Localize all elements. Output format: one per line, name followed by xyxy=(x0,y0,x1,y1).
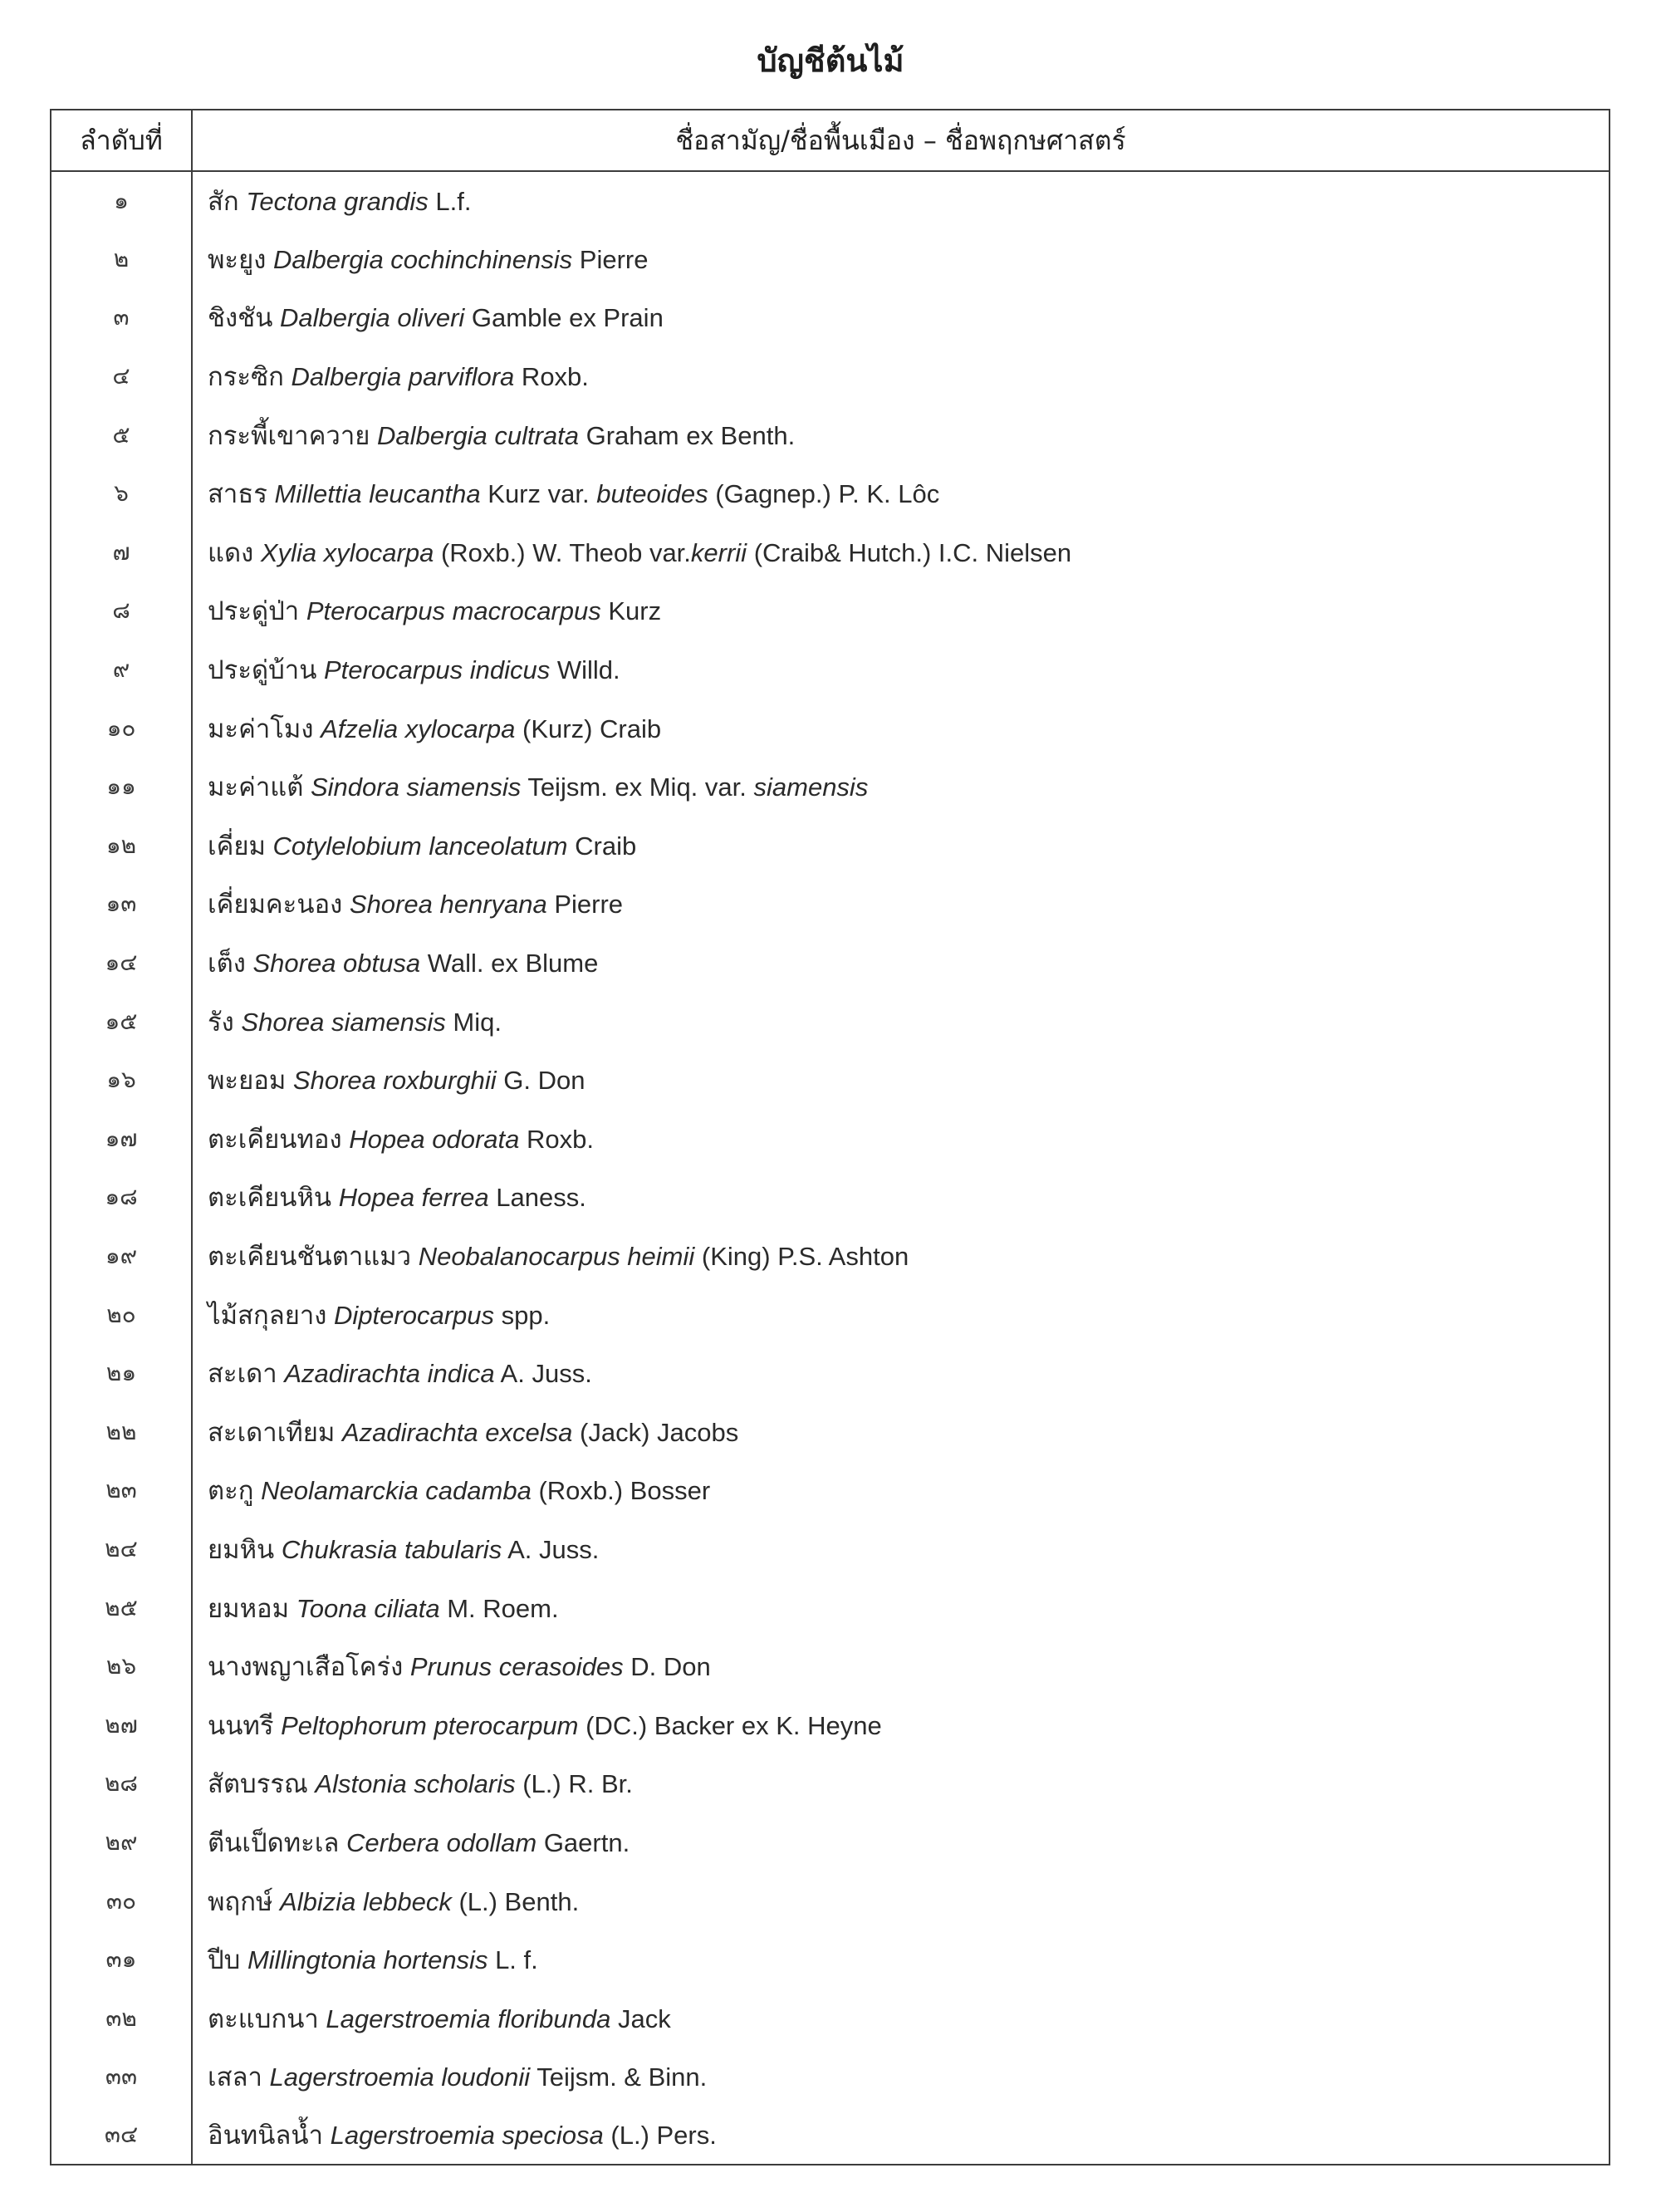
table-row xyxy=(51,1930,1610,1989)
name-text-part: (L.) R. Br. xyxy=(515,1769,633,1799)
table-row xyxy=(51,1110,1610,1169)
scientific-name-part: Hopea odorata xyxy=(349,1124,520,1154)
name-text-part: นนทรี xyxy=(208,1710,282,1740)
table-row xyxy=(51,347,1610,406)
scientific-name-part: Lagerstroemia speciosa xyxy=(330,2121,604,2151)
name-text-part: Craib xyxy=(567,831,637,861)
tree-name xyxy=(192,2048,1610,2107)
scientific-name-part: Azadirachta indica xyxy=(284,1359,495,1389)
table-row xyxy=(51,875,1610,934)
tree-name xyxy=(192,1989,1610,2048)
name-text-part: Laness. xyxy=(488,1183,586,1213)
name-text-part: กระพี้เขาควาย xyxy=(208,420,378,450)
tree-name xyxy=(192,640,1610,699)
name-text-part: ตะเคียนชันตาแมว xyxy=(208,1241,419,1271)
row-number: ๑ xyxy=(51,171,192,230)
name-text-part: Graham ex Benth. xyxy=(579,420,796,450)
name-text-part: อินทนิลน้ำ xyxy=(208,2121,331,2151)
table-row xyxy=(51,464,1610,523)
scientific-name-part: Pterocarpus macrocarpus xyxy=(306,596,601,626)
tree-name xyxy=(192,1695,1610,1754)
name-text-part: พะยอม xyxy=(208,1066,293,1096)
name-text-part: รัง xyxy=(208,1007,242,1037)
name-text-part: มะค่าโมง xyxy=(208,714,321,743)
table-header-row xyxy=(51,110,1610,171)
row-number: ๓ xyxy=(51,288,192,347)
row-number: ๓๔ xyxy=(51,2107,192,2165)
name-text-part: เต็ง xyxy=(208,949,253,978)
scientific-name-part: Chukrasia tabularis xyxy=(281,1534,502,1564)
scientific-name-part: Tectona grandis xyxy=(246,186,429,216)
name-text-part: ยมหิน xyxy=(208,1534,282,1564)
tree-name xyxy=(192,171,1610,230)
scientific-name-part: Shorea henryana xyxy=(349,890,547,920)
row-number: ๒๔ xyxy=(51,1520,192,1579)
scientific-name-part: Millettia leucantha xyxy=(274,479,481,509)
table-row xyxy=(51,992,1610,1051)
table-row xyxy=(51,1871,1610,1930)
scientific-name-part: Azadirachta excelsa xyxy=(341,1417,573,1447)
table-row xyxy=(51,640,1610,699)
row-number: ๑๒ xyxy=(51,817,192,875)
table-row xyxy=(51,523,1610,582)
row-number: ๘ xyxy=(51,581,192,640)
name-text-part: สัก xyxy=(208,186,247,216)
row-number: ๑๕ xyxy=(51,992,192,1051)
table-row xyxy=(51,1168,1610,1227)
column-header-number: ลำดับที่ xyxy=(51,110,192,171)
name-text-part: (Roxb.) Bosser xyxy=(531,1476,711,1506)
name-text-part: ประดู่ป่า xyxy=(208,596,306,626)
name-text-part: A. Juss. xyxy=(502,1534,600,1564)
tree-name xyxy=(192,1051,1610,1110)
table-row xyxy=(51,2048,1610,2107)
tree-name xyxy=(192,2107,1610,2165)
table-row xyxy=(51,758,1610,817)
row-number: ๖ xyxy=(51,464,192,523)
row-number: ๑๐ xyxy=(51,699,192,758)
tree-name xyxy=(192,1754,1610,1813)
name-text-part: เคี่ยม xyxy=(208,831,273,861)
scientific-name-part: Toona ciliata xyxy=(296,1593,440,1623)
scientific-name-part: Afzelia xylocarpa xyxy=(321,714,516,743)
table-row xyxy=(51,934,1610,993)
name-text-part: (Craib& Hutch.) I.C. Nielsen xyxy=(747,537,1072,567)
tree-name xyxy=(192,758,1610,817)
name-text-part: Jack xyxy=(610,2004,671,2033)
scientific-name-part: Cerbera odollam xyxy=(346,1827,537,1857)
name-text-part: ยมหอม xyxy=(208,1593,296,1623)
table-row xyxy=(51,1285,1610,1344)
scientific-name-part: Albizia lebbeck xyxy=(280,1886,452,1916)
scientific-name-part: Cotylelobium lanceolatum xyxy=(272,831,568,861)
scientific-name-part: siamensis xyxy=(753,772,869,802)
page-title: บัญชีต้นไม้ xyxy=(757,42,904,79)
name-text-part: Kurz xyxy=(600,596,662,626)
row-number: ๔ xyxy=(51,347,192,406)
tree-name xyxy=(192,288,1610,347)
name-text-part: (L.) Pers. xyxy=(603,2121,717,2151)
row-number: ๓๑ xyxy=(51,1930,192,1989)
row-number: ๑๖ xyxy=(51,1051,192,1110)
row-number: ๑๑ xyxy=(51,758,192,817)
tree-name xyxy=(192,1578,1610,1637)
tree-name xyxy=(192,817,1610,875)
tree-name xyxy=(192,581,1610,640)
row-number: ๓๓ xyxy=(51,2048,192,2107)
column-header-name: ชื่อสามัญ/ชื่อพื้นเมือง – ชื่อพฤกษศาสตร์ xyxy=(192,110,1610,171)
tree-name xyxy=(192,992,1610,1051)
tree-name xyxy=(192,1110,1610,1169)
scientific-name-part: buteoides xyxy=(596,479,708,509)
name-text-part: Willd. xyxy=(550,655,620,685)
row-number: ๒๘ xyxy=(51,1754,192,1813)
name-text-part: สัตบรรณ xyxy=(208,1769,316,1799)
name-text-part: (Jack) Jacobs xyxy=(572,1417,739,1447)
table-row xyxy=(51,1520,1610,1579)
name-text-part: spp. xyxy=(494,1300,551,1330)
name-text-part: Kurz var. xyxy=(480,479,597,509)
scientific-name-part: Shorea roxburghii xyxy=(292,1066,497,1096)
name-text-part: (Kurz) Craib xyxy=(515,714,662,743)
row-number: ๒๓ xyxy=(51,1461,192,1520)
scientific-name-part: Pterocarpus indicus xyxy=(324,655,551,685)
tree-name xyxy=(192,1930,1610,1989)
table-row xyxy=(51,1754,1610,1813)
table-row xyxy=(51,1051,1610,1110)
scientific-name-part: Dalbergia cochinchinensis xyxy=(273,244,573,274)
name-text-part: นางพญาเสือโคร่ง xyxy=(208,1652,410,1682)
row-number: ๑๘ xyxy=(51,1168,192,1227)
table-row xyxy=(51,1637,1610,1696)
name-text-part: ตีนเป็ดทะเล xyxy=(208,1827,347,1857)
row-number: ๒๖ xyxy=(51,1637,192,1696)
row-number: ๒๐ xyxy=(51,1285,192,1344)
name-text-part: (Roxb.) W. Theob var. xyxy=(434,537,691,567)
scientific-name-part: Alstonia scholaris xyxy=(315,1769,516,1799)
row-number: ๒๗ xyxy=(51,1695,192,1754)
scientific-name-part: Shorea siamensis xyxy=(241,1007,446,1037)
name-text-part: G. Don xyxy=(496,1066,586,1096)
name-text-part: ประดู่บ้าน xyxy=(208,655,324,685)
name-text-part: สาธร xyxy=(208,479,275,509)
table-row xyxy=(51,699,1610,758)
name-text-part: Teijsm. & Binn. xyxy=(530,2062,708,2092)
row-number: ๕ xyxy=(51,405,192,464)
table-body xyxy=(51,171,1610,2165)
name-text-part: ตะแบกนา xyxy=(208,2004,326,2033)
tree-name xyxy=(192,1227,1610,1286)
table-row xyxy=(51,817,1610,875)
name-text-part: Pierre xyxy=(572,244,649,274)
name-text-part: ไม้สกุลยาง xyxy=(208,1300,335,1330)
name-text-part: Gaertn. xyxy=(537,1827,630,1857)
row-number: ๒๒ xyxy=(51,1402,192,1461)
row-number: ๑๔ xyxy=(51,934,192,993)
name-text-part: Gamble ex Prain xyxy=(464,303,664,333)
scientific-name-part: Neobalanocarpus heimii xyxy=(418,1241,695,1271)
table-row xyxy=(51,1402,1610,1461)
table-row xyxy=(51,1989,1610,2048)
name-text-part: Pierre xyxy=(546,890,624,920)
name-text-part: D. Don xyxy=(623,1652,711,1682)
name-text-part: (King) P.S. Ashton xyxy=(694,1241,909,1271)
table-row xyxy=(51,230,1610,289)
name-text-part: ตะเคียนทอง xyxy=(208,1124,350,1154)
tree-name xyxy=(192,875,1610,934)
name-text-part: Miq. xyxy=(445,1007,502,1037)
tree-name xyxy=(192,347,1610,406)
tree-name xyxy=(192,523,1610,582)
name-text-part: (Gagnep.) P. K. Lôc xyxy=(708,479,940,509)
scientific-name-part: Xylia xylocarpa xyxy=(260,537,434,567)
name-text-part: สะเดาเทียม xyxy=(208,1417,342,1447)
scientific-name-part: kerrii xyxy=(690,537,747,567)
table-row xyxy=(51,1461,1610,1520)
tree-name xyxy=(192,230,1610,289)
tree-name xyxy=(192,699,1610,758)
row-number: ๓๒ xyxy=(51,1989,192,2048)
tree-name xyxy=(192,1520,1610,1579)
name-text-part: Wall. ex Blume xyxy=(420,949,599,978)
row-number: ๑๓ xyxy=(51,875,192,934)
name-text-part: L. f. xyxy=(488,1945,538,1975)
table-row xyxy=(51,581,1610,640)
table-row xyxy=(51,405,1610,464)
name-text-part: ปีบ xyxy=(208,1945,247,1975)
name-text-part: (L.) Benth. xyxy=(451,1886,580,1916)
tree-name xyxy=(192,1813,1610,1872)
scientific-name-part: Peltophorum pterocarpum xyxy=(281,1710,579,1740)
scientific-name-part: Hopea ferrea xyxy=(338,1183,489,1213)
scientific-name-part: Prunus cerasoides xyxy=(409,1652,624,1682)
name-text-part: ตะเคียนหิน xyxy=(208,1183,339,1213)
table-row xyxy=(51,1227,1610,1286)
scientific-name-part: Dalbergia cultrata xyxy=(377,420,579,450)
name-text-part: ชิงชัน xyxy=(208,303,281,333)
name-text-part: ตะกู xyxy=(208,1476,262,1506)
table-row xyxy=(51,288,1610,347)
row-number: ๑๗ xyxy=(51,1110,192,1169)
row-number: ๙ xyxy=(51,640,192,699)
name-text-part: แดง xyxy=(208,537,261,567)
table-row xyxy=(51,171,1610,230)
row-number: ๓๐ xyxy=(51,1871,192,1930)
name-text-part: Teijsm. ex Miq. var. xyxy=(521,772,754,802)
name-text-part: มะค่าแต้ xyxy=(208,772,311,802)
row-number: ๒ xyxy=(51,230,192,289)
name-text-part: M. Roem. xyxy=(439,1593,559,1623)
name-text-part: สะเดา xyxy=(208,1359,285,1389)
scientific-name-part: Dalbergia parviflora xyxy=(291,362,515,392)
scientific-name-part: Neolamarckia cadamba xyxy=(261,1476,532,1506)
row-number: ๑๙ xyxy=(51,1227,192,1286)
row-number: ๒๕ xyxy=(51,1578,192,1637)
table-row xyxy=(51,1578,1610,1637)
tree-name xyxy=(192,1285,1610,1344)
scientific-name-part: Sindora siamensis xyxy=(310,772,522,802)
tree-name xyxy=(192,1461,1610,1520)
name-text-part: Roxb. xyxy=(514,362,589,392)
tree-name xyxy=(192,1871,1610,1930)
table-row xyxy=(51,1344,1610,1403)
tree-name xyxy=(192,1402,1610,1461)
tree-name xyxy=(192,1344,1610,1403)
tree-name xyxy=(192,405,1610,464)
scientific-name-part: Dalbergia oliveri xyxy=(280,303,465,333)
name-text-part: พะยูง xyxy=(208,244,273,274)
row-number: ๗ xyxy=(51,523,192,582)
tree-name xyxy=(192,464,1610,523)
row-number: ๒๑ xyxy=(51,1344,192,1403)
scientific-name-part: Shorea obtusa xyxy=(252,949,421,978)
table-row xyxy=(51,1813,1610,1872)
table-row xyxy=(51,2107,1610,2165)
name-text-part: L.f. xyxy=(428,186,472,216)
tree-name xyxy=(192,1637,1610,1696)
scientific-name-part: Lagerstroemia loudonii xyxy=(269,2062,531,2092)
tree-name xyxy=(192,1168,1610,1227)
name-text-part: Roxb. xyxy=(519,1124,594,1154)
tree-name xyxy=(192,934,1610,993)
tree-list-table xyxy=(50,109,1610,2165)
scientific-name-part: Lagerstroemia floribunda xyxy=(326,2004,611,2033)
name-text-part: (DC.) Backer ex K. Heyne xyxy=(578,1710,882,1740)
table-row xyxy=(51,1695,1610,1754)
name-text-part: กระซิก xyxy=(208,362,292,392)
name-text-part: A. Juss. xyxy=(494,1359,592,1389)
name-text-part: พฤกษ์ xyxy=(208,1886,281,1916)
name-text-part: เคี่ยมคะนอง xyxy=(208,890,350,920)
scientific-name-part: Millingtonia hortensis xyxy=(247,1945,488,1975)
scientific-name-part: Dipterocarpus xyxy=(334,1300,495,1330)
name-text-part: เสลา xyxy=(208,2062,270,2092)
row-number: ๒๙ xyxy=(51,1813,192,1872)
